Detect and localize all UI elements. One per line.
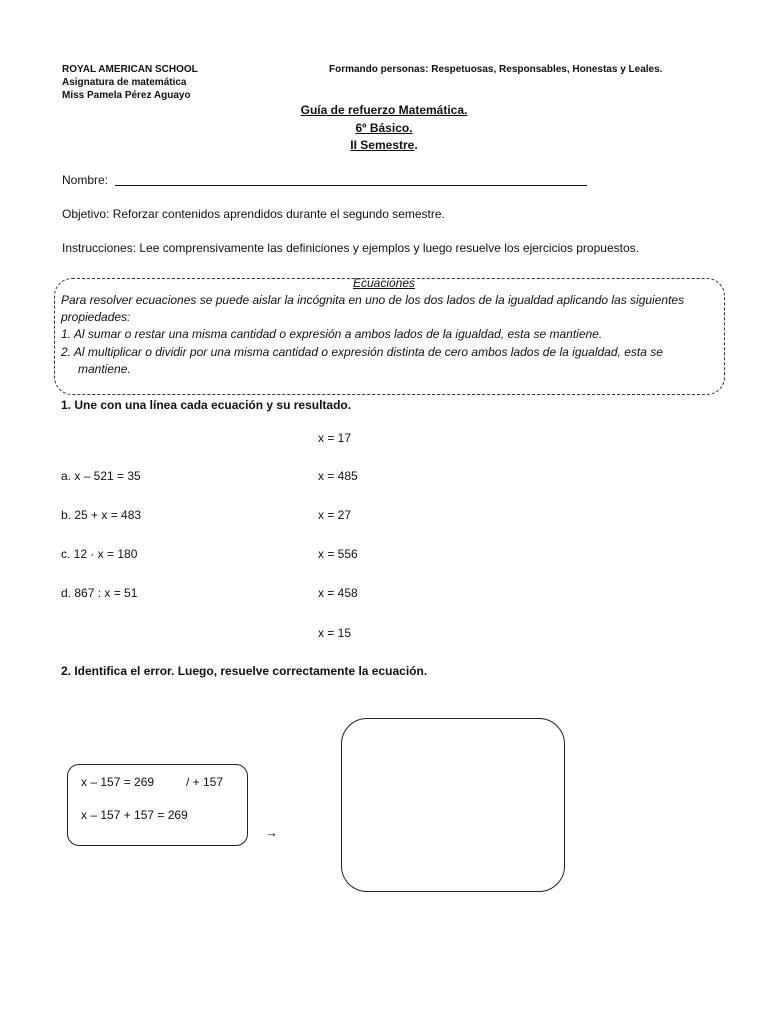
instructions-text: Instrucciones: Lee comprensivamente las definiciones y ejemplos y luego resuelve los ejercicios propuestos. bbox=[62, 241, 639, 255]
theory-heading: Ecuaciones bbox=[352, 276, 416, 290]
error-operation: / + 157 bbox=[186, 775, 224, 789]
semester-label: II Semestre bbox=[350, 138, 415, 152]
result-4[interactable]: x = 556 bbox=[318, 547, 358, 561]
theory-rule-1: 1. Al sumar o restar una misma cantidad o expresión a ambos lados de la igualdad, esta se mantiene. bbox=[61, 327, 603, 341]
name-label: Nombre: bbox=[62, 173, 109, 187]
result-5[interactable]: x = 458 bbox=[318, 586, 358, 600]
result-1[interactable]: x = 17 bbox=[318, 431, 352, 445]
result-6[interactable]: x = 15 bbox=[318, 626, 352, 640]
answer-box[interactable] bbox=[341, 718, 565, 892]
name-line[interactable] bbox=[115, 185, 587, 186]
arrow-right-icon: → bbox=[265, 825, 278, 840]
result-2[interactable]: x = 485 bbox=[318, 469, 358, 483]
guide-title: Guía de refuerzo Matemática. bbox=[300, 103, 468, 117]
school-motto: Formando personas: Respetuosas, Responsables, Honestas y Leales. bbox=[329, 64, 663, 75]
exercise1-title: 1. Une con una línea cada ecuación y su resultado. bbox=[61, 398, 352, 412]
exercise2-title: 2. Identifica el error. Luego, resuelve correctamente la ecuación. bbox=[61, 664, 428, 678]
error-step-2: x – 157 + 157 = 269 bbox=[81, 808, 188, 822]
result-3[interactable]: x = 27 bbox=[318, 508, 352, 522]
error-step-1: x – 157 = 269 bbox=[81, 775, 155, 789]
grade-title: 6º Básico. bbox=[355, 121, 413, 135]
subject-name: Asignatura de matemática bbox=[62, 77, 187, 88]
teacher-name: Miss Pamela Pérez Aguayo bbox=[62, 90, 191, 101]
theory-intro-1: Para resolver ecuaciones se puede aislar la incógnita en uno de los dos lados de la igualdad aplicando las siguientes bbox=[61, 293, 685, 307]
equation-d[interactable]: d. 867 : x = 51 bbox=[61, 586, 138, 600]
semester-dot: . bbox=[414, 138, 418, 152]
theory-intro-2: propiedades: bbox=[61, 310, 131, 324]
objective-text: Objetivo: Reforzar contenidos aprendidos durante el segundo semestre. bbox=[62, 207, 445, 221]
semester-title bbox=[0, 138, 768, 152]
equation-b[interactable]: b. 25 + x = 483 bbox=[61, 508, 142, 522]
theory-rule-2: 2. Al multiplicar o dividir por una misma cantidad o expresión distinta de cero ambos lados de la igualdad, esta se bbox=[61, 345, 663, 359]
equation-c[interactable]: c. 12 · x = 180 bbox=[61, 547, 138, 561]
equation-a[interactable]: a. x – 521 = 35 bbox=[61, 469, 141, 483]
theory-rule-2-cont: mantiene. bbox=[78, 362, 131, 376]
school-name: ROYAL AMERICAN SCHOOL bbox=[62, 64, 198, 75]
